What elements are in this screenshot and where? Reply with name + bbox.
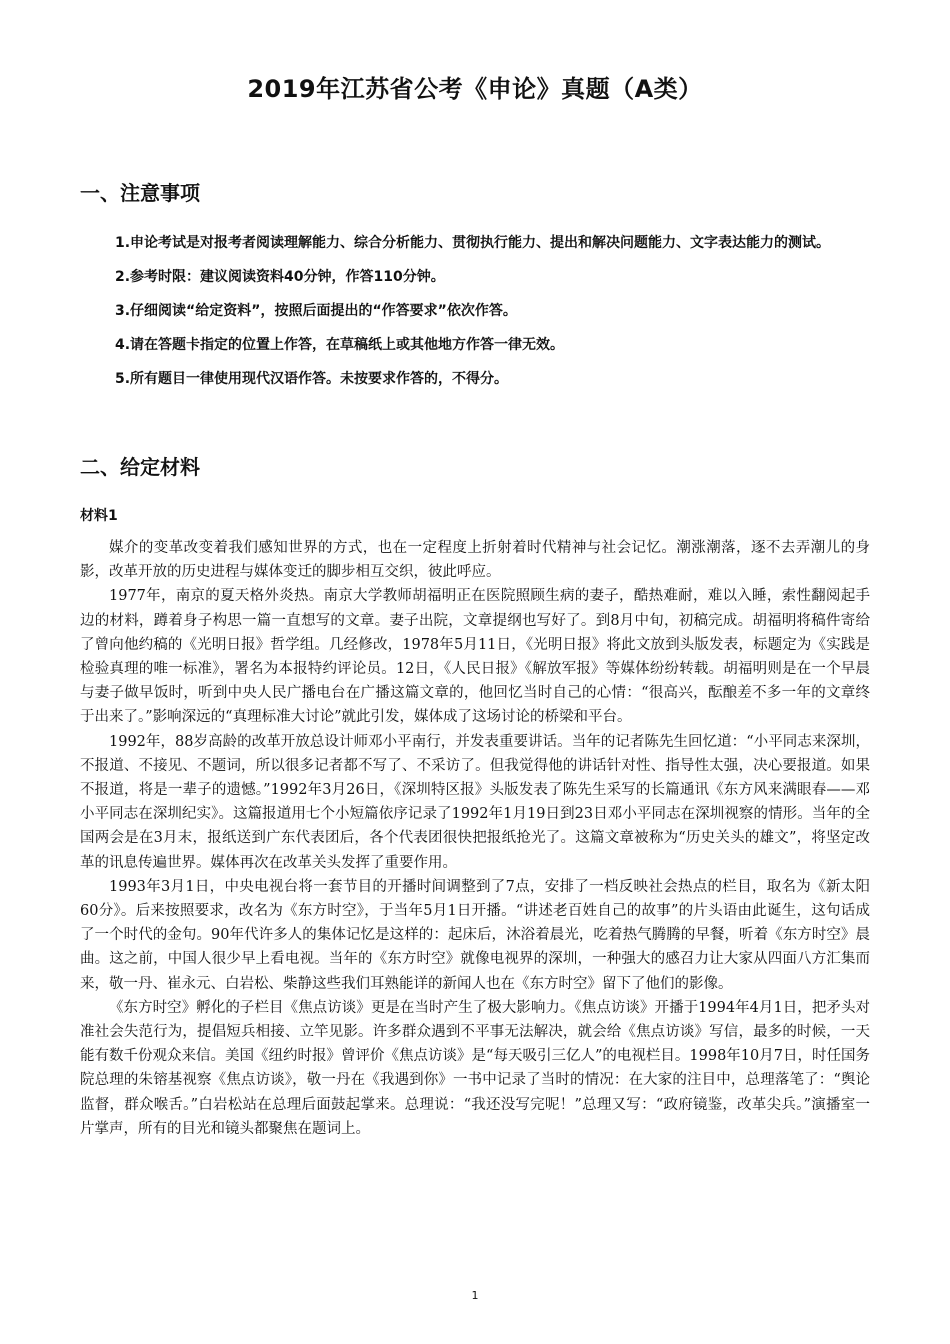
material-paragraph-2: 1977年，南京的夏天格外炎热。南京大学教师胡福明正在医院照顾生病的妻子，酷热难耐，难以入睡，索性翻阅起手边的材料，蹲着身子构思一篇一直想写的文章。妻子出院，文章提纲也写好了。到8月中旬，初稿完成。胡福明将稿件寄给了曾向他约稿的《光明日报》哲学组。几经修改，1978年5月11日，《光明日报》将此文放到头版发表，标题定为《实践是检验真理的唯一标准》，署名为本报特约评论员。12日，《人民日报》《解放军报》等媒体纷纷转载。胡福明则是在一个早晨与妻子做早饭时，听到中央人民广播电台在广播这篇文章的，他回忆当时自己的心情：“很高兴，酝酿差不多一年的文章终于出来了。”影响深远的“真理标准大讨论”就此引发，媒体成了这场讨论的桥梁和平台。 bbox=[80, 588, 870, 726]
note-item-4: 4.请在答题卡指定的位置上作答，在草稿纸上或其他地方作答一律无效。 bbox=[115, 337, 565, 353]
note-item-3: 3.仔细阅读“给定资料”，按照后面提出的“作答要求”依次作答。 bbox=[115, 303, 517, 319]
note-item-5: 5.所有题目一律使用现代汉语作答。未按要求作答的，不得分。 bbox=[115, 371, 509, 387]
material-paragraph-3: 1992年，88岁高龄的改革开放总设计师邓小平南行，并发表重要讲话。当年的记者陈先生回忆道：“小平同志来深圳，不报道、不接见、不题词，所以很多记者都不写了、不采访了。但我觉得他的讲话针对性、指导性太强，决心要报道。如果不报道，将是一辈子的遗憾。”1992年3月26日，《深圳特区报》头版发表了陈先生采写的长篇通讯《东方风来满眼春——邓小平同志在深圳纪实》。这篇报道用七个小短篇依序记录了1992年1月19日到23日邓小平同志在深圳视察的情形。当年的全国两会是在3月末，报纸送到广东代表团后，各个代表团很快把报纸抢光了。这篇文章被称为“历史关头的雄文”，将坚定改革的讯息传遍世界。媒体再次在改革关头发挥了重要作用。 bbox=[80, 733, 870, 871]
material-paragraph-5: 《东方时空》孵化的子栏目《焦点访谈》更是在当时产生了极大影响力。《焦点访谈》开播于1994年4月1日，把矛头对准社会失范行为，提倡短兵相接、立竿见影。许多群众遇到不平事无法解决，就会给《焦点访谈》写信，最多的时候，一天能有数千份观众来信。美国《纽约时报》曾评价《焦点访谈》是“每天吸引三亿人”的电视栏目。1998年10月7日，时任国务院总理的朱镕基视察《焦点访谈》，敬一丹在《我遇到你》一书中记录了当时的情况：在大家的注目中，总理落笔了：“舆论监督，群众喉舌。”白岩松站在总理后面鼓起掌来。总理说：“我还没写完呢！”总理又写：“政府镜鉴，改革尖兵。”演播室一片掌声，所有的目光和镜头都聚焦在题词上。 bbox=[80, 999, 870, 1137]
material-paragraph-4: 1993年3月1日，中央电视台将一套节目的开播时间调整到了7点，安排了一档反映社会热点的栏目，取名为《新太阳60分》。后来按照要求，改名为《东方时空》，于当年5月1日开播。“讲述老百姓自己的故事”的片头语由此诞生，这句话成了一个时代的金句。90年代许多人的集体记忆是这样的：起床后，沐浴着晨光，吃着热气腾腾的早餐，听着《东方时空》晨曲。这之前，中国人很少早上看电视。当年的《东方时空》就像电视界的深圳，一种强大的感召力让大家从四面八方汇集而来，敬一丹、崔永元、白岩松、柴静这些我们耳熟能详的新闻人也在《东方时空》留下了他们的影像。 bbox=[80, 878, 870, 992]
section-heading-notes: 一、注意事项 bbox=[80, 181, 200, 205]
document-title: 2019年江苏省公考《申论》真题（A类） bbox=[247, 75, 703, 103]
material-body bbox=[80, 536, 870, 1141]
section-heading-materials: 二、给定材料 bbox=[80, 455, 200, 479]
material-paragraph-1: 媒介的变革改变着我们感知世界的方式，也在一定程度上折射着时代精神与社会记忆。潮涨潮落，逐不去弄潮儿的身影，改革开放的历史进程与媒体变迁的脚步相互交织，彼此呼应。 bbox=[80, 540, 870, 581]
note-item-2: 2.参考时限：建议阅读资料40分钟，作答110分钟。 bbox=[115, 269, 445, 285]
page-number: 1 bbox=[471, 1289, 479, 1302]
material-label: 材料1 bbox=[80, 508, 118, 524]
note-item-1: 1.申论考试是对报考者阅读理解能力、综合分析能力、贯彻执行能力、提出和解决问题能力、文字表达能力的测试。 bbox=[115, 235, 831, 251]
notes-list bbox=[80, 226, 870, 396]
